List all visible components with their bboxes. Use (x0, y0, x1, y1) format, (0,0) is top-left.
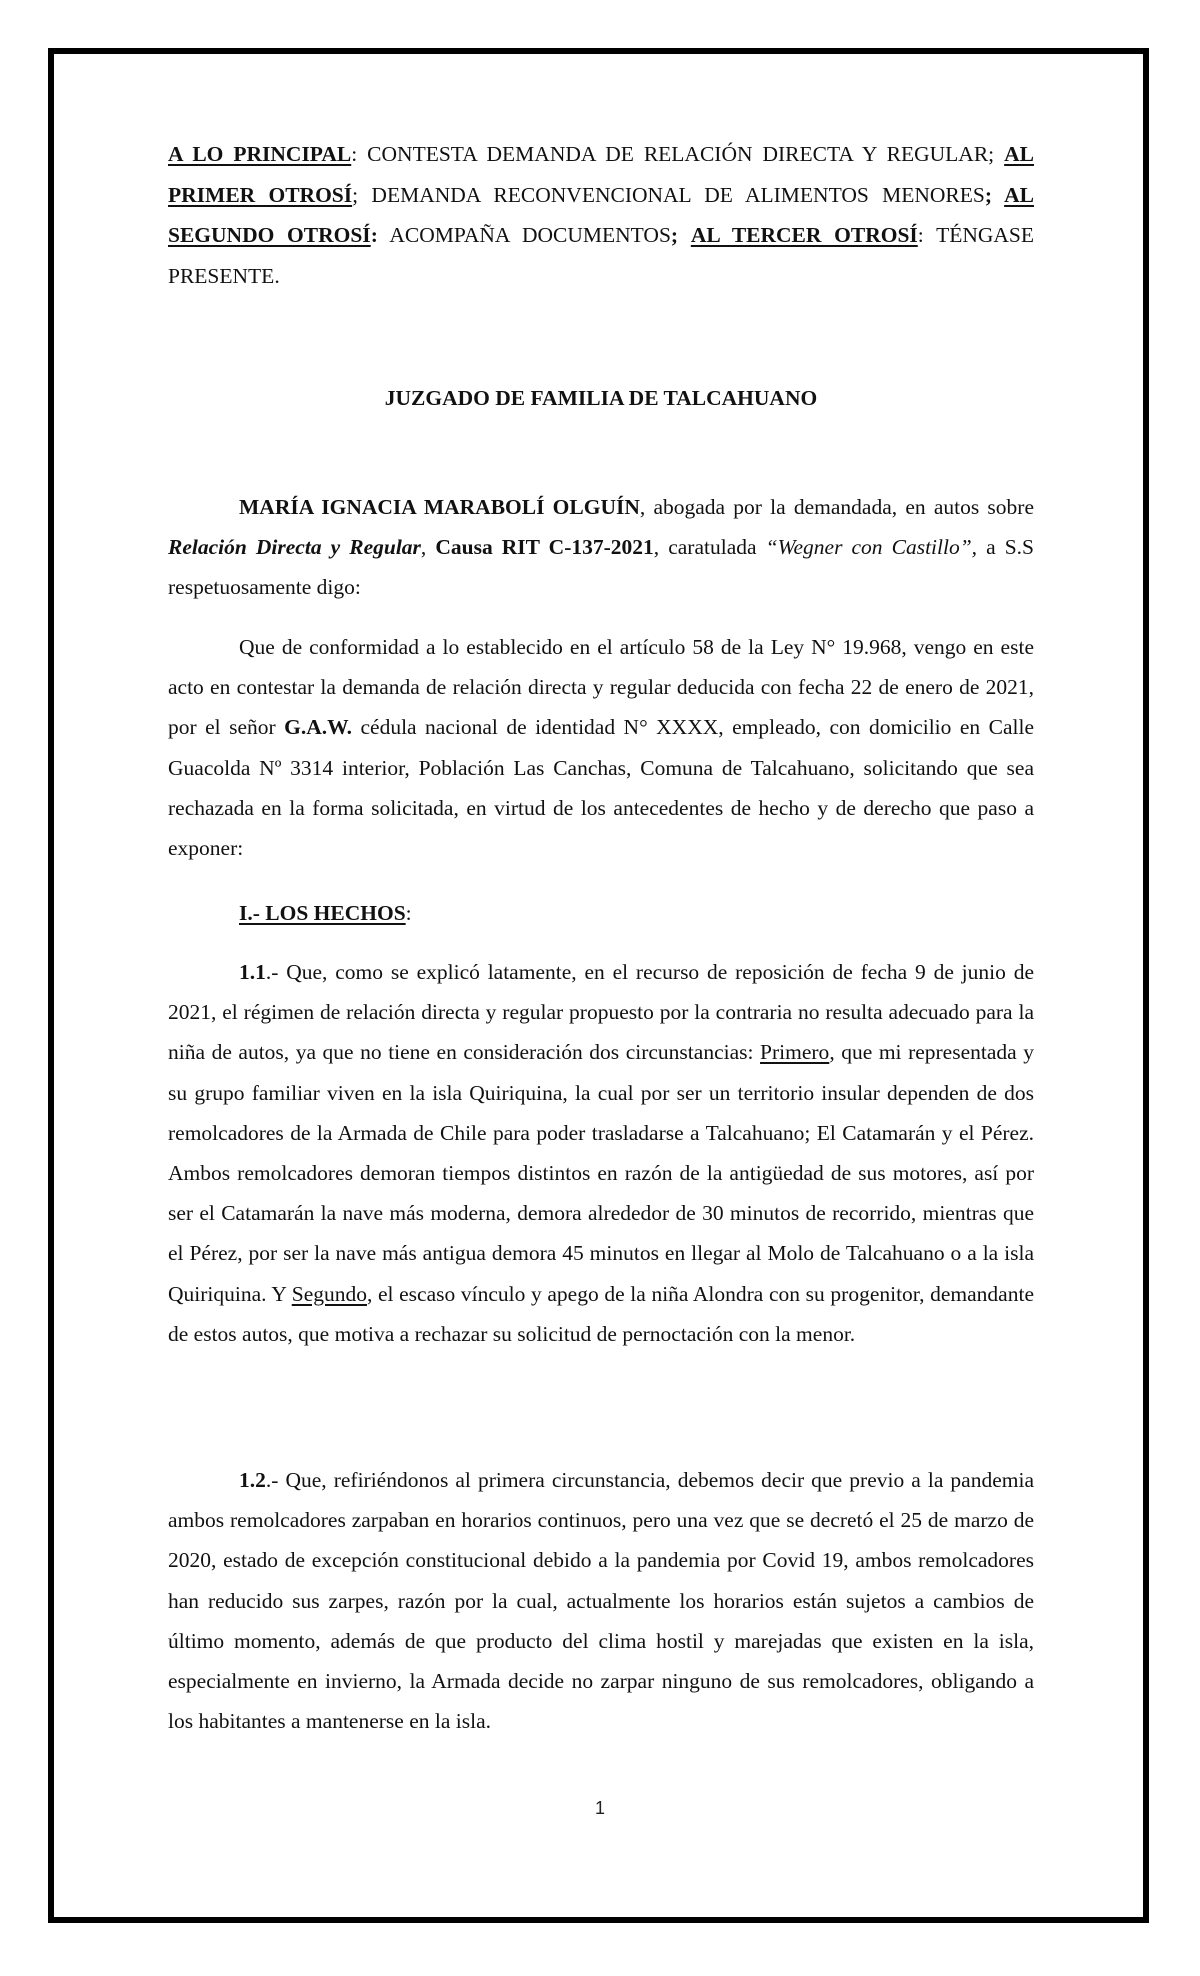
segundo-otrosi-colon: : (370, 223, 378, 247)
contestation-paragraph (168, 627, 1034, 868)
lo-principal-label: A LO PRINCIPAL (168, 142, 352, 166)
tercer-otrosi-label: AL TERCER OTROSÍ (690, 223, 918, 247)
lawyer-name: MARÍA IGNACIA MARABOLÍ OLGUÍN (239, 495, 640, 519)
body-text-1: Que de conformidad a lo establecido en el artículo 58 de la Ley N° 19.968, vengo en este acto en contestar la demanda de relación directa y regular deducida con fecha 22 de enero de 2021, por el señor (168, 635, 1034, 740)
intro-text-1: , abogada por la demandada, en autos sobre (639, 495, 1034, 519)
segundo-otrosi-label: AL SEGUNDO OTROSÍ (168, 182, 1034, 247)
point-1-2-number: 1.2 (239, 1468, 266, 1492)
document-caption (168, 134, 1034, 296)
point-1-1-number: 1.1 (239, 960, 266, 984)
case-title: “Wegner con Castillo”, (765, 535, 978, 560)
segundo-otrosi-text: ACOMPAÑA DOCUMENTOS (377, 223, 671, 247)
caption-space (678, 223, 691, 247)
caption-separator-2: ; (670, 223, 679, 247)
intro-comma: , (420, 535, 436, 560)
body-text-2: cédula nacional de identidad N° XXXX, empleado, con domicilio en Calle Guacolda Nº 3314 interior, Población Las Canchas, Comuna de Talcahuano, solicitando que sea rechazada en la forma solicitada, en virtud de los antecedentes de hecho y de derecho que paso a exponer: (168, 715, 1034, 861)
point-1-1-primero: Primero (760, 1040, 830, 1065)
point-1-2-paragraph (168, 1460, 1034, 1741)
point-1-1-text-3: , el escaso vínculo y apego de la niña Alondra con su progenitor, demandante de estos autos, que motiva a rechazar su solicitud de pernoctación con la menor. (168, 1281, 1034, 1346)
point-1-1-text-2: , que mi representada y su grupo familiar viven en la isla Quiriquina, la cual por ser un territorio insular dependen de dos remolcadores de la Armada de Chile para poder trasladarse a Talcahuano; El Catamarán y el Pérez. Ambos remolcadores demoran tiempos distintos en razón de la antigüedad de sus motores, así por ser el Catamarán la nave más moderna, demora alrededor de 30 minutos de recorrido, mientras que el Pérez, por ser la nave más antigua demora 45 minutos en llegar al Molo de Talcahuano o a la isla Quiriquina. Y (168, 1040, 1034, 1306)
plaintiff-initials: G.A.W. (284, 715, 353, 740)
intro-text-2: , caratulada (653, 535, 766, 560)
case-rit: Causa RIT C-137-2021 (435, 535, 654, 560)
section-heading-label: I.- LOS HECHOS (239, 901, 406, 925)
point-1-1-text-1: .- Que, como se explicó latamente, en el recurso de reposición de fecha 9 de junio de 2021, el régimen de relación directa y regular propuesto por la contraria no resulta adecuado para la niña de autos, ya que no tiene en consideración dos circunstancias: (168, 960, 1034, 1065)
court-title: JUZGADO DE FAMILIA DE TALCAHUANO (384, 386, 818, 410)
page-number: 1 (594, 1798, 605, 1818)
section-heading-hechos (168, 893, 1034, 933)
primer-otrosi-label: AL PRIMER OTROSÍ (168, 142, 1034, 207)
caption-separator: ; (984, 182, 1005, 207)
primer-otrosi-text: ; DEMANDA RECONVENCIONAL DE ALIMENTOS MENORES (352, 182, 985, 207)
intro-paragraph (168, 487, 1034, 608)
point-1-1-segundo: Segundo (291, 1281, 367, 1306)
point-1-2-text-1: .- Que, refiriéndonos al primera circunstancia, debemos decir que previo a la pandemia ambos remolcadores zarpaban en horarios continuos, pero una vez que se decretó el 25 de marzo de 2020, estado de excepción constitucional debido a la pandemia por Covid 19, ambos remolcadores han reducido sus zarpes, razón por la cual, actualmente los horarios están sujetos a cambios de último momento, además de que producto del clima hostil y marejadas que existen en la isla, especialmente en invierno, la Armada decide no zarpar ninguno de sus remolcadores, obligando a los habitantes a mantenerse en la isla. (168, 1468, 1034, 1734)
point-1-1-paragraph (168, 952, 1034, 1354)
intro-text-3: a S.S respetuosamente digo: (168, 535, 1035, 600)
tercer-otrosi-text: : TÉNGASE PRESENTE. (168, 223, 1035, 288)
case-subject: Relación Directa y Regular (168, 535, 421, 560)
section-heading-colon: : (405, 901, 412, 925)
lo-principal-text: : CONTESTA DEMANDA DE RELACIÓN DIRECTA Y REGULAR; (351, 142, 1005, 166)
